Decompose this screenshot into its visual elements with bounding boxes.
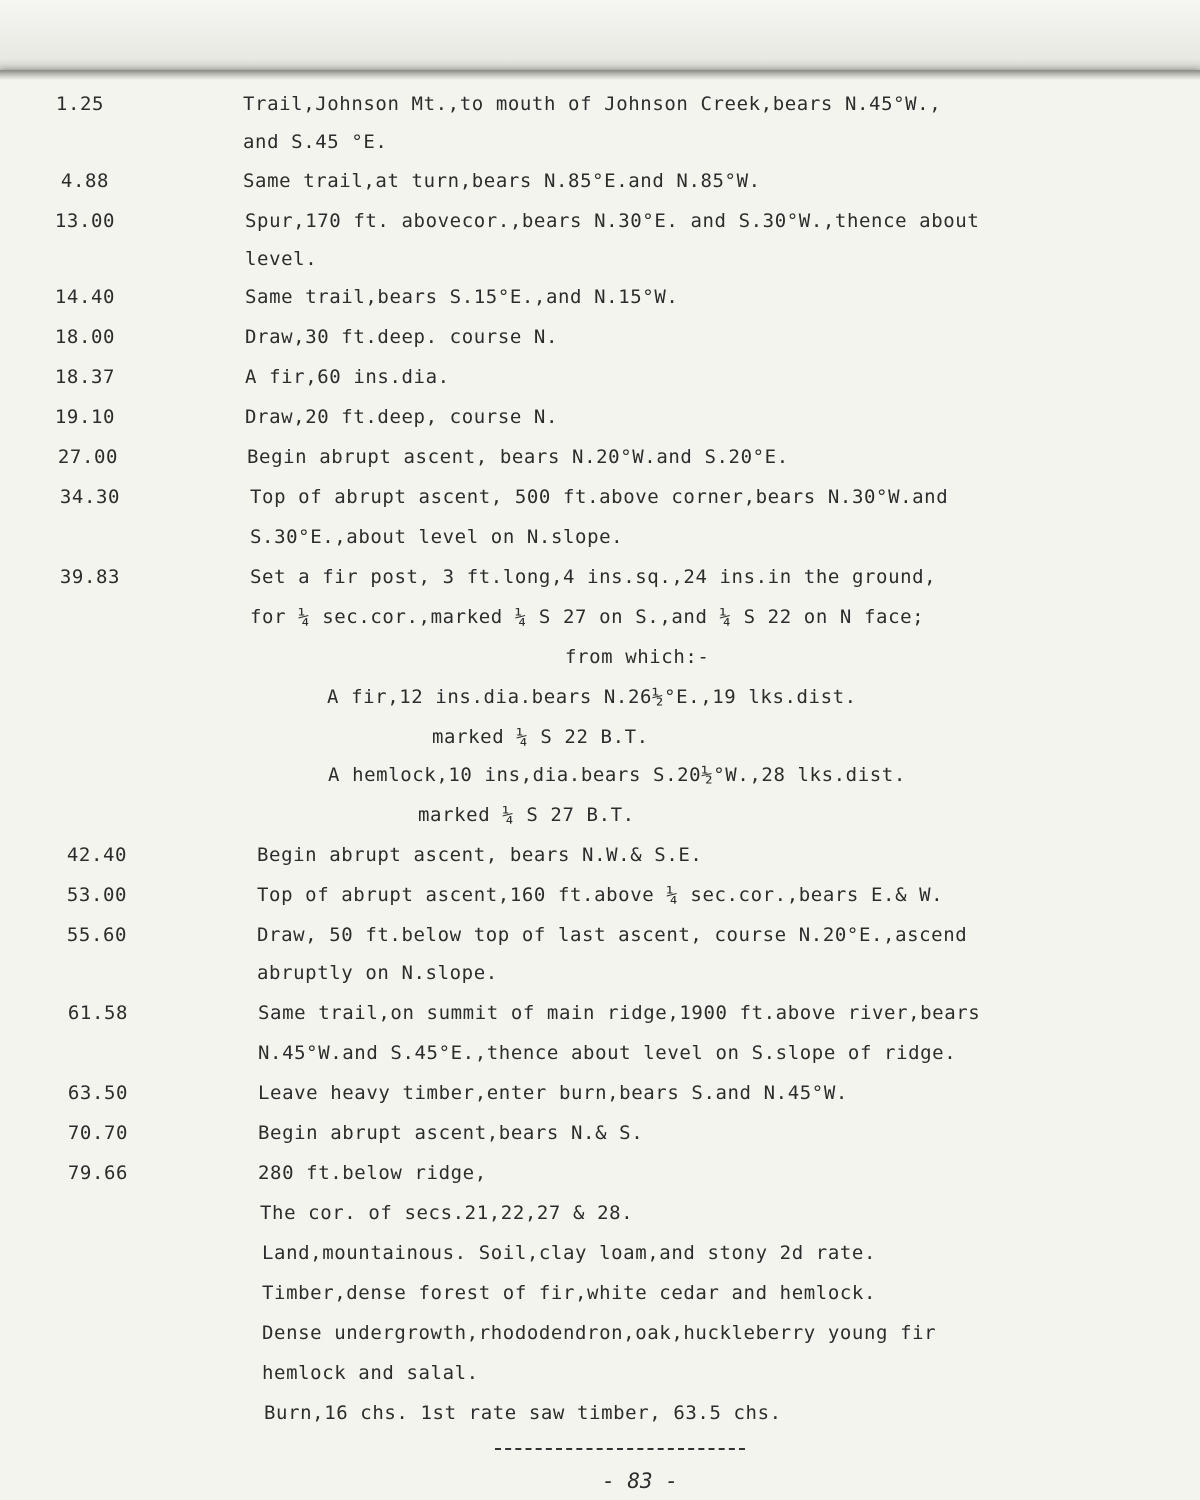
entry-text: A hemlock,10 ins,dia.bears S.20½°W.,28 lks.dist. (328, 764, 906, 786)
entry-text: A fir,12 ins.dia.bears N.26½°E.,19 lks.dist. (327, 686, 857, 708)
divider-rule (495, 1448, 745, 1450)
entry-distance: 34.30 (59, 486, 121, 508)
entry-text: Trail,Johnson Mt.,to mouth of Johnson Creek,bears N.45°W., (243, 93, 942, 115)
entry-text: The cor. of secs.21,22,27 & 28. (260, 1202, 634, 1224)
entry-row (0, 357, 1200, 397)
entry-distance: 4.88 (60, 170, 110, 192)
entry-text: Same trail,at turn,bears N.85°E.and N.85°W. (243, 170, 761, 192)
entry-text: from which:- (565, 646, 710, 668)
entry-row (0, 677, 1200, 717)
entry-distance: 53.00 (66, 884, 128, 906)
entry-row (0, 1313, 1200, 1353)
entry-text: Draw, 50 ft.below top of last ascent, course N.20°E.,ascend (257, 924, 968, 946)
entry-row (0, 437, 1200, 477)
entry-text: Burn,16 chs. 1st rate saw timber, 63.5 chs. (264, 1402, 782, 1424)
entry-distance: 1.25 (55, 93, 105, 115)
entry-text: for ¼ sec.cor.,marked ¼ S 27 on S.,and ¼ S 22 on N face; (250, 606, 925, 628)
entry-row (0, 953, 1200, 993)
entry-text: hemlock and salal. (262, 1362, 479, 1384)
entry-row (0, 835, 1200, 875)
entry-row (0, 915, 1200, 955)
entry-row (0, 1113, 1200, 1153)
entry-text: S.30°E.,about level on N.slope. (250, 526, 624, 548)
entry-text: Same trail,on summit of main ridge,1900 ft.above river,bears (258, 1002, 981, 1024)
entry-row (0, 875, 1200, 915)
entry-distance: 63.50 (67, 1082, 129, 1104)
entry-row (0, 1353, 1200, 1393)
entry-text: abruptly on N.slope. (257, 962, 498, 984)
entry-row (0, 717, 1200, 757)
entry-row (0, 1153, 1200, 1193)
entry-row (0, 239, 1200, 279)
entry-text: 280 ft.below ridge, (258, 1162, 487, 1184)
entry-text: and S.45 °E. (243, 131, 388, 153)
entry-row (0, 795, 1200, 835)
entry-row (0, 1273, 1200, 1313)
entry-distance: 13.00 (54, 210, 116, 232)
entry-row (0, 755, 1200, 795)
entry-row (0, 1393, 1200, 1433)
entry-row (0, 277, 1200, 317)
entry-text: level. (245, 248, 318, 270)
entry-text: Top of abrupt ascent, 500 ft.above corner,bears N.30°W.and (250, 486, 949, 508)
entry-text: Set a fir post, 3 ft.long,4 ins.sq.,24 ins.in the ground, (250, 566, 937, 588)
entry-text: Leave heavy timber,enter burn,bears S.and N.45°W. (258, 1082, 848, 1104)
entry-row (0, 517, 1200, 557)
entry-text: Top of abrupt ascent,160 ft.above ¼ sec.cor.,bears E.& W. (257, 884, 944, 906)
entry-distance: 70.70 (67, 1122, 129, 1144)
entry-text: Dense undergrowth,rhododendron,oak,huckleberry young fir (262, 1322, 937, 1344)
entry-text: Begin abrupt ascent, bears N.W.& S.E. (257, 844, 703, 866)
entry-row (0, 1193, 1200, 1233)
entry-distance: 19.10 (54, 406, 116, 428)
entry-row (0, 637, 1200, 677)
page-top-edge (0, 70, 1200, 80)
entry-row (0, 1073, 1200, 1113)
entry-text: Begin abrupt ascent, bears N.20°W.and S.20°E. (247, 446, 789, 468)
entry-distance: 42.40 (66, 844, 128, 866)
entry-text: Same trail,bears S.15°E.,and N.15°W. (245, 286, 679, 308)
entry-row (0, 201, 1200, 241)
entry-distance: 39.83 (59, 566, 121, 588)
entry-row (0, 161, 1200, 201)
entry-row (0, 557, 1200, 597)
entry-row (0, 477, 1200, 517)
entry-distance: 14.40 (54, 286, 116, 308)
entry-row (0, 597, 1200, 637)
entry-row (0, 993, 1200, 1033)
entry-text: Spur,170 ft. abovecor.,bears N.30°E. and S.30°W.,thence about (245, 210, 980, 232)
entry-text: marked ¼ S 22 B.T. (432, 726, 649, 748)
scanner-background (0, 0, 1200, 78)
entry-text: Draw,30 ft.deep. course N. (245, 326, 559, 348)
entry-distance: 55.60 (66, 924, 128, 946)
entry-row (0, 122, 1200, 162)
entry-text: Timber,dense forest of fir,white cedar and hemlock. (262, 1282, 876, 1304)
entry-distance: 18.00 (54, 326, 116, 348)
entry-text: N.45°W.and S.45°E.,thence about level on S.slope of ridge. (258, 1042, 957, 1064)
entry-text: Begin abrupt ascent,bears N.& S. (258, 1122, 644, 1144)
entry-distance: 18.37 (54, 366, 116, 388)
entry-row (0, 397, 1200, 437)
entry-text: Land,mountainous. Soil,clay loam,and stony 2d rate. (262, 1242, 876, 1264)
page-number: - 83 - (602, 1469, 678, 1493)
entry-row (0, 317, 1200, 357)
entry-text: Draw,20 ft.deep, course N. (245, 406, 559, 428)
entry-row (0, 1033, 1200, 1073)
entry-row (0, 1233, 1200, 1273)
entry-row (0, 84, 1200, 124)
entry-text: A fir,60 ins.dia. (245, 366, 450, 388)
entry-text: marked ¼ S 27 B.T. (418, 804, 635, 826)
entry-distance: 61.58 (67, 1002, 129, 1024)
entry-distance: 79.66 (67, 1162, 129, 1184)
entry-distance: 27.00 (57, 446, 119, 468)
